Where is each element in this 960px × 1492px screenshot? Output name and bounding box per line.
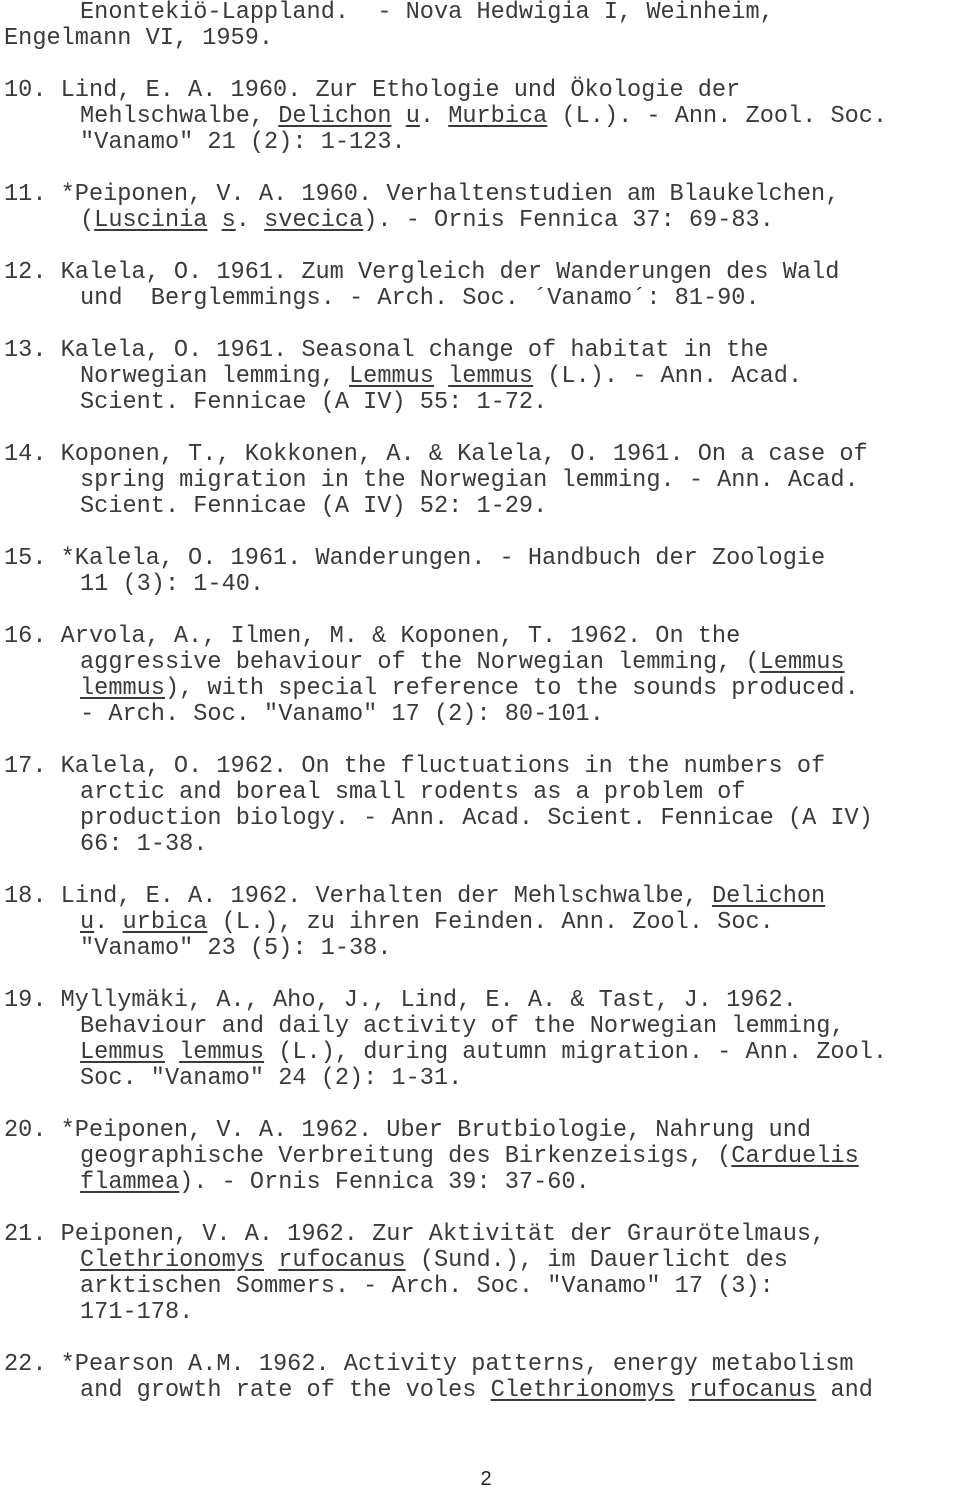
text-segment: - Arch. Soc. "Vanamo" 17 (2): 80-101. <box>80 701 604 728</box>
text-segment: 21. Peiponen, V. A. 1962. Zur Aktivität der Graurötelmaus, <box>4 1221 826 1248</box>
text-segment: Soc. "Vanamo" 24 (2): 1-31. <box>80 1065 463 1092</box>
text-line <box>80 832 207 858</box>
text-segment: ). - Ornis Fennica 37: 69-83. <box>363 207 774 234</box>
text-line <box>4 78 740 104</box>
text-segment <box>264 1247 278 1274</box>
text-segment: arktischen Sommers. - Arch. Soc. "Vanamo" 17 (3): <box>80 1273 774 1300</box>
text-segment: ), with special reference to the sounds produced. <box>164 675 859 702</box>
text-segment: (Sund.), im Dauerlicht des <box>405 1247 788 1274</box>
text-line <box>80 1066 462 1092</box>
text-line <box>80 364 802 390</box>
text-line <box>80 1144 859 1170</box>
text-line <box>80 780 745 806</box>
text-line <box>4 1118 811 1144</box>
taxon-name: u <box>405 103 420 130</box>
text-segment <box>207 207 221 234</box>
text-line <box>80 208 774 234</box>
text-segment: spring migration in the Norwegian lemming. - Ann. Acad. <box>80 467 859 494</box>
text-line <box>4 26 273 52</box>
text-segment: und Berglemmings. - Arch. Soc. ´Vanamo´: 81-90. <box>80 285 760 312</box>
text-line <box>80 806 873 832</box>
taxon-name: Lemmus <box>80 1039 165 1066</box>
taxon-name: u <box>80 909 95 936</box>
text-line <box>80 676 859 702</box>
text-line <box>80 1274 774 1300</box>
text-segment: 66: 1-38. <box>80 831 208 858</box>
text-segment: and growth rate of the voles <box>80 1377 491 1404</box>
text-segment: 19. Myllymäki, A., Aho, J., Lind, E. A. & Tast, J. 1962. <box>4 987 797 1014</box>
text-line <box>80 1040 887 1066</box>
text-segment: and <box>816 1377 873 1404</box>
text-line <box>80 130 406 156</box>
text-line <box>4 260 839 286</box>
text-line <box>80 494 547 520</box>
taxon-name: s <box>221 207 236 234</box>
taxon-name: rufocanus <box>688 1377 817 1404</box>
taxon-name: Carduelis <box>731 1143 859 1170</box>
text-line <box>80 0 774 26</box>
text-line <box>80 1170 590 1196</box>
text-line <box>80 910 774 936</box>
taxon-name: lemmus <box>80 675 165 702</box>
text-segment: Enontekiö-Lappland. - Nova Hedwigia I, Weinheim, <box>80 0 774 26</box>
text-line <box>4 1222 825 1248</box>
text-segment: Behaviour and daily activity of the Norwegian lemming, <box>80 1013 845 1040</box>
text-segment: 18. Lind, E. A. 1962. Verhalten der Mehlschwalbe, <box>4 883 712 910</box>
text-segment: 11 (3): 1-40. <box>80 571 265 598</box>
taxon-name: rufocanus <box>278 1247 406 1274</box>
text-segment <box>392 103 406 130</box>
text-segment: arctic and boreal small rodents as a problem of <box>80 779 746 806</box>
page-number: 2 <box>480 1468 492 1490</box>
text-segment: . <box>235 207 265 234</box>
text-segment: 10. Lind, E. A. 1960. Zur Ethologie und Ökologie der <box>4 77 741 104</box>
text-segment: 13. Kalela, O. 1961. Seasonal change of habitat in the <box>4 337 769 364</box>
text-segment: "Vanamo" 21 (2): 1-123. <box>80 129 406 156</box>
text-segment: 12. Kalela, O. 1961. Zum Vergleich der Wanderungen des Wald <box>4 259 840 286</box>
text-line <box>4 624 740 650</box>
text-segment: Scient. Fennicae (A IV) 52: 1-29. <box>80 493 548 520</box>
text-segment: "Vanamo" 23 (5): 1-38. <box>80 935 392 962</box>
text-segment: . <box>419 103 449 130</box>
taxon-name: Delichon <box>711 883 826 910</box>
text-segment: 171-178. <box>80 1299 194 1326</box>
text-segment: Mehlschwalbe, <box>80 103 279 130</box>
text-line <box>4 988 797 1014</box>
text-segment: geographische Verbreitung des Birkenzeisigs, ( <box>80 1143 732 1170</box>
text-segment: 14. Koponen, T., Kokkonen, A. & Kalela, O. 1961. On a case of <box>4 441 868 468</box>
text-line <box>4 442 868 468</box>
text-line <box>80 468 859 494</box>
text-segment: Engelmann VI, 1959. <box>4 25 274 52</box>
text-segment: 22. *Pearson A.M. 1962. Activity patterns, energy metabolism <box>4 1351 854 1378</box>
taxon-name: Lemmus <box>759 649 845 676</box>
text-segment: aggressive behaviour of the Norwegian lemming, ( <box>80 649 760 676</box>
text-segment: ). - Ornis Fennica 39: 37-60. <box>179 1169 590 1196</box>
text-line <box>80 1378 873 1404</box>
taxon-name: Clethrionomys <box>490 1377 675 1404</box>
taxon-name: lemmus <box>179 1039 265 1066</box>
text-line <box>4 546 825 572</box>
text-line <box>80 1014 845 1040</box>
taxon-name: Luscinia <box>94 207 208 234</box>
text-segment: 16. Arvola, A., Ilmen, M. & Koponen, T. 1962. On the <box>4 623 741 650</box>
text-line <box>80 104 887 130</box>
text-segment <box>675 1377 689 1404</box>
text-segment <box>165 1039 179 1066</box>
text-line <box>80 702 604 728</box>
taxon-name: Delichon <box>278 103 392 130</box>
text-segment: 17. Kalela, O. 1962. On the fluctuations in the numbers of <box>4 753 826 780</box>
text-segment: (L.). - Ann. Acad. <box>533 363 803 390</box>
taxon-name: Lemmus <box>349 363 434 390</box>
text-segment: production biology. - Ann. Acad. Scient. Fennicae (A IV) <box>80 805 873 832</box>
text-line <box>4 1352 854 1378</box>
text-segment: (L.), during autumn migration. - Ann. Zool. <box>264 1039 888 1066</box>
text-segment <box>434 363 448 390</box>
text-segment: 20. *Peiponen, V. A. 1962. Uber Brutbiologie, Nahrung und <box>4 1117 812 1144</box>
text-line <box>80 650 845 676</box>
text-segment: . <box>94 909 123 936</box>
taxon-name: Murbica <box>448 103 548 130</box>
taxon-name: Clethrionomys <box>80 1247 265 1274</box>
text-line <box>80 936 392 962</box>
taxon-name: lemmus <box>448 363 534 390</box>
text-segment: 11. *Peiponen, V. A. 1960. Verhaltenstudien am Blaukelchen, <box>4 181 840 208</box>
text-segment: ( <box>80 207 95 234</box>
text-segment: (L.). - Ann. Zool. Soc. <box>547 103 888 130</box>
taxon-name: urbica <box>122 909 208 936</box>
text-line <box>4 884 825 910</box>
text-line <box>80 1248 788 1274</box>
text-line <box>80 390 547 416</box>
text-segment: (L.), zu ihren Feinden. Ann. Zool. Soc. <box>207 909 774 936</box>
text-segment: Scient. Fennicae (A IV) 55: 1-72. <box>80 389 548 416</box>
text-segment: Norwegian lemming, <box>80 363 350 390</box>
text-line <box>4 182 839 208</box>
text-line <box>80 572 264 598</box>
text-line <box>80 1300 193 1326</box>
text-line <box>80 286 760 312</box>
taxon-name: flammea <box>80 1169 180 1196</box>
taxon-name: svecica <box>264 207 364 234</box>
text-segment: 15. *Kalela, O. 1961. Wanderungen. - Handbuch der Zoologie <box>4 545 826 572</box>
text-line <box>4 754 825 780</box>
text-line <box>4 338 769 364</box>
